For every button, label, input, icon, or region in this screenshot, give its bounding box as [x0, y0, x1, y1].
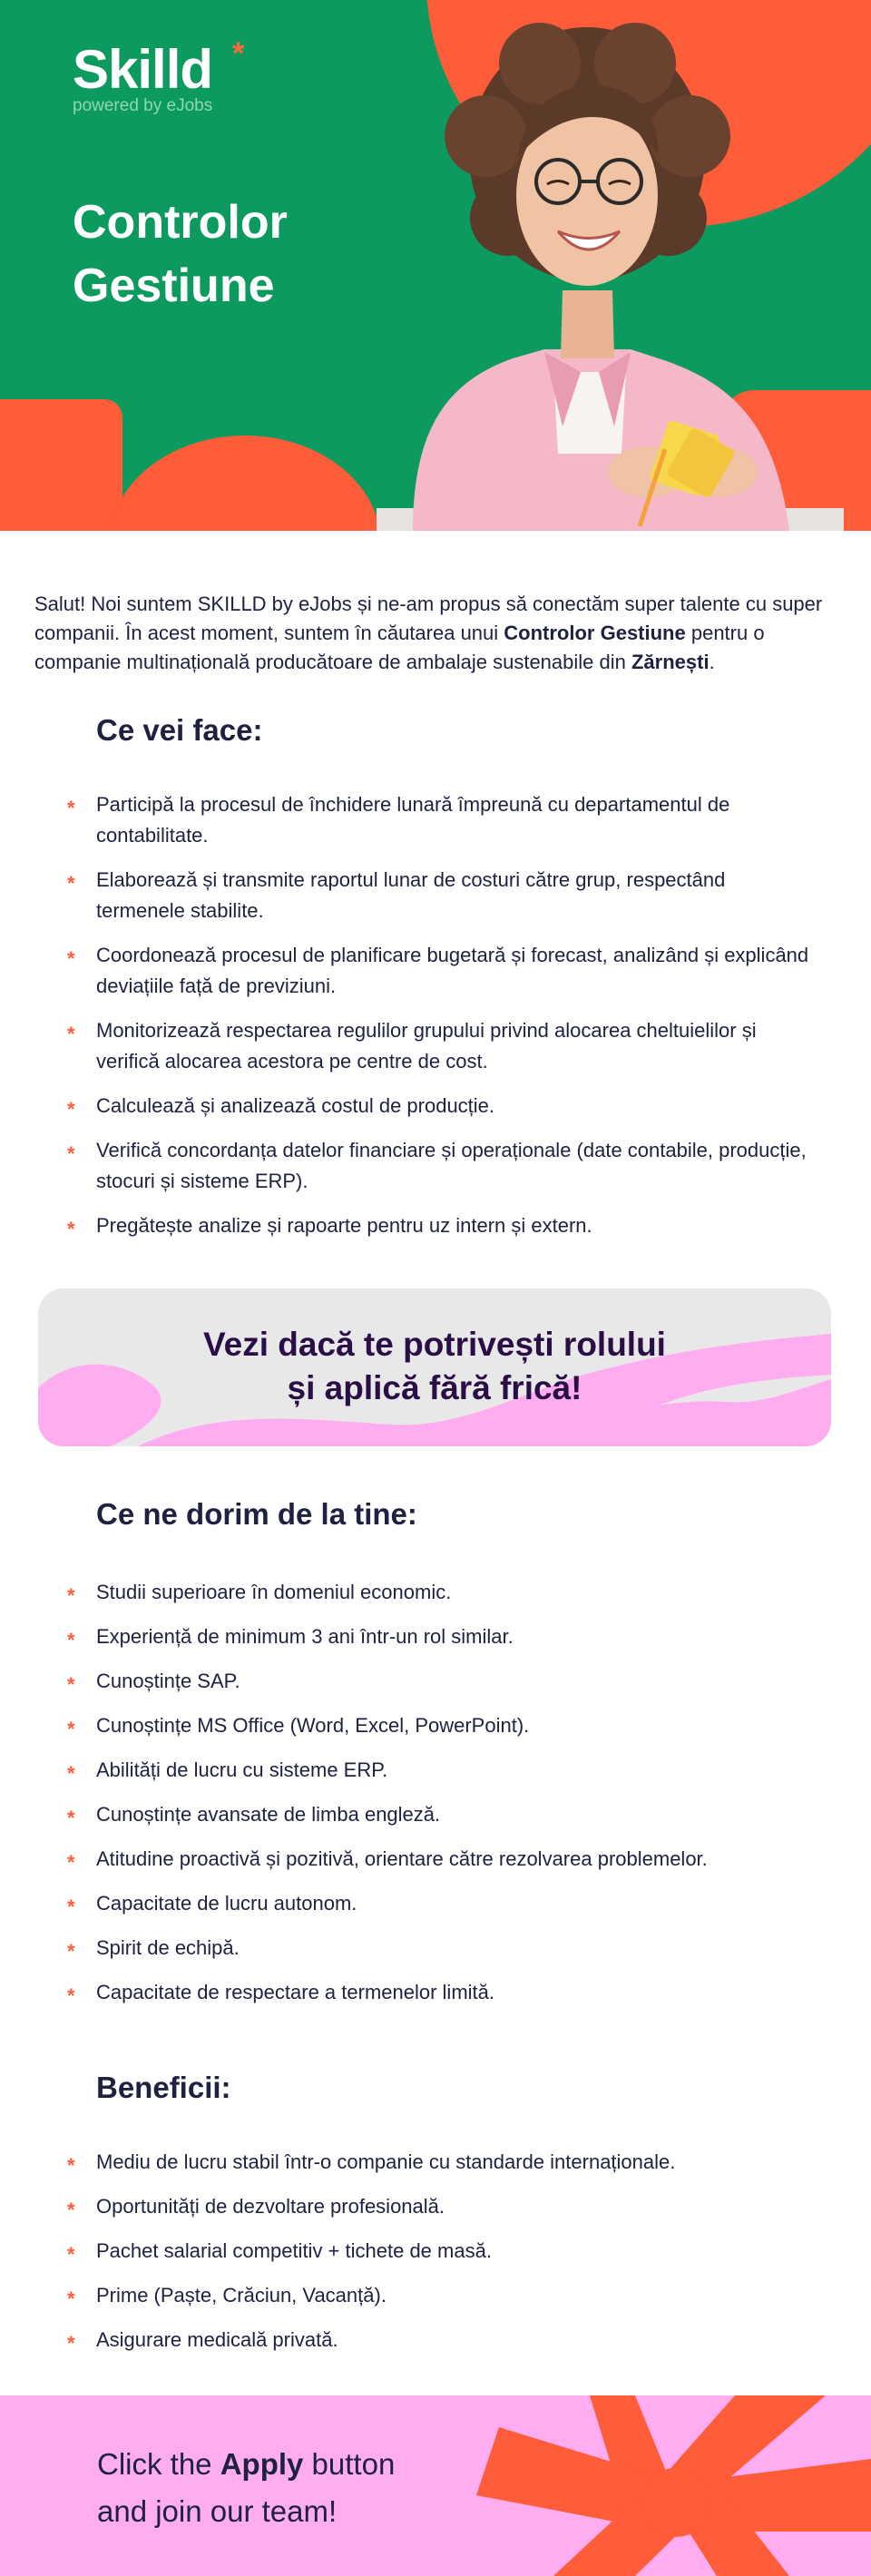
- logo-asterisk-icon: *: [232, 36, 245, 71]
- asterisk-icon: *: [67, 1584, 75, 1607]
- asterisk-icon: *: [67, 1984, 75, 2007]
- list-item: * Coordonează procesul de planificare bugetară și forecast, analizând și explicând deviațiile față de previziuni.: [67, 944, 809, 997]
- list-item: * Elaborează și transmite raportul lunar de costuri către grup, respectând termenele stabilite.: [67, 868, 726, 922]
- requirements-heading: Ce ne dorim de la tine:: [96, 1497, 417, 1531]
- asterisk-icon: *: [67, 1142, 75, 1165]
- apply-footer-banner[interactable]: [0, 2395, 871, 2576]
- list-item: * Oportunități de dezvoltare profesională.: [0, 2191, 871, 2222]
- list-item: * Mediu de lucru stabil într-o companie cu standarde internaționale.: [0, 2147, 871, 2178]
- asterisk-icon: *: [67, 2154, 75, 2177]
- job-title: [73, 191, 399, 318]
- hero-orange-blob: [109, 436, 381, 531]
- benefits-list: [0, 2147, 871, 2369]
- asterisk-icon: *: [67, 1098, 75, 1121]
- cta-text: [38, 1323, 831, 1410]
- job-title-line-2: Gestiune: [73, 260, 275, 312]
- logo-wordmark: Skilld: [73, 39, 213, 100]
- asterisk-icon: *: [67, 1807, 75, 1829]
- asterisk-icon: *: [67, 872, 75, 895]
- cta-line-2: și aplică fără frică!: [287, 1369, 582, 1406]
- list-item: * Capacitate de respectare a termenelor limită.: [0, 1977, 871, 2008]
- list-item: * Pregătește analize și rapoarte pentru uz intern și extern.: [0, 1210, 871, 1241]
- list-item: * Atitudine proactivă și pozitivă, orientare către rezolvarea problemelor.: [0, 1844, 871, 1875]
- asterisk-icon: *: [67, 1895, 75, 1918]
- asterisk-icon: *: [67, 1718, 75, 1740]
- asterisk-icon: *: [67, 2199, 75, 2221]
- intro-role-name: Controlor Gestiune: [504, 622, 686, 644]
- list-item: * Prime (Paște, Crăciun, Vacanță).: [0, 2280, 871, 2311]
- asterisk-icon: *: [67, 1673, 75, 1696]
- apply-cta-banner[interactable]: [38, 1288, 831, 1446]
- asterisk-icon: *: [67, 1218, 75, 1240]
- hero-orange-block-left: [0, 399, 122, 531]
- list-item: * Spirit de echipă.: [0, 1933, 871, 1964]
- footer-line-1: Click the Apply button: [97, 2447, 396, 2481]
- footer-line-2: and join our team!: [97, 2494, 338, 2528]
- list-item: * Verifică concordanța datelor financiare și operaționale (date contabile, producție, stocuri și sisteme ERP).: [67, 1139, 807, 1192]
- hero-banner: [0, 0, 871, 531]
- footer-cta-text: [97, 2441, 395, 2535]
- list-item: * Calculează și analizează costul de producție.: [0, 1091, 871, 1121]
- hero-photo-woman: [377, 0, 844, 531]
- asterisk-icon: *: [67, 797, 75, 819]
- asterisk-icon: *: [67, 1023, 75, 1045]
- list-item: * Cunoștințe avansate de limba engleză.: [0, 1799, 871, 1830]
- asterisk-icon: *: [67, 1940, 75, 1963]
- benefits-heading: Beneficii:: [96, 2071, 231, 2104]
- list-item: * Participă la procesul de închidere lunară împreună cu departamentul de contabilitate.: [67, 793, 730, 847]
- intro-location: Zărnești: [631, 651, 710, 673]
- list-item: * Studii superioare în domeniul economic.: [0, 1577, 871, 1608]
- asterisk-icon: *: [67, 1629, 75, 1651]
- list-item: * Cunoștințe SAP.: [0, 1666, 871, 1697]
- intro-text-3: .: [709, 651, 715, 673]
- intro-text-1: Salut! Noi suntem SKILLD by eJobs și ne-am propus să conectăm super talente cu super companii. În acest moment, suntem în căutarea unui: [34, 593, 823, 644]
- intro-text-2: pentru o companie multinațională producătoare de ambalaje sustenabile din: [34, 622, 765, 673]
- asterisk-icon: *: [67, 1762, 75, 1785]
- job-title-line-1: Controlor: [73, 196, 288, 249]
- responsibilities-heading: Ce vei face:: [96, 713, 263, 747]
- intro-paragraph: [34, 590, 837, 677]
- apply-keyword: Apply: [220, 2447, 304, 2481]
- list-item: * Experiență de minimum 3 ani într-un rol similar.: [0, 1621, 871, 1652]
- asterisk-icon: *: [67, 947, 75, 970]
- asterisk-icon: *: [67, 2332, 75, 2355]
- list-item: * Pachet salarial competitiv + tichete de masă.: [0, 2236, 871, 2267]
- list-item: * Capacitate de lucru autonom.: [0, 1888, 871, 1919]
- asterisk-icon: *: [67, 2287, 75, 2310]
- list-item: * Asigurare medicală privată.: [0, 2325, 871, 2356]
- logo-tagline: powered by eJobs: [73, 96, 213, 115]
- list-item: * Monitorizează respectarea regulilor grupului privind alocarea cheltuielilor și verifică alocarea acestora pe centre de cost.: [67, 1019, 757, 1073]
- requirements-list: [0, 1577, 871, 2022]
- asterisk-icon: *: [67, 1851, 75, 1874]
- list-item: * Cunoștințe MS Office (Word, Excel, PowerPoint).: [0, 1710, 871, 1741]
- skilld-logo[interactable]: [73, 36, 245, 116]
- cta-line-1: Vezi dacă te potrivești rolului: [203, 1326, 666, 1363]
- responsibilities-list: [0, 789, 871, 1255]
- list-item: * Abilități de lucru cu sisteme ERP.: [0, 1755, 871, 1786]
- asterisk-icon: *: [67, 2243, 75, 2266]
